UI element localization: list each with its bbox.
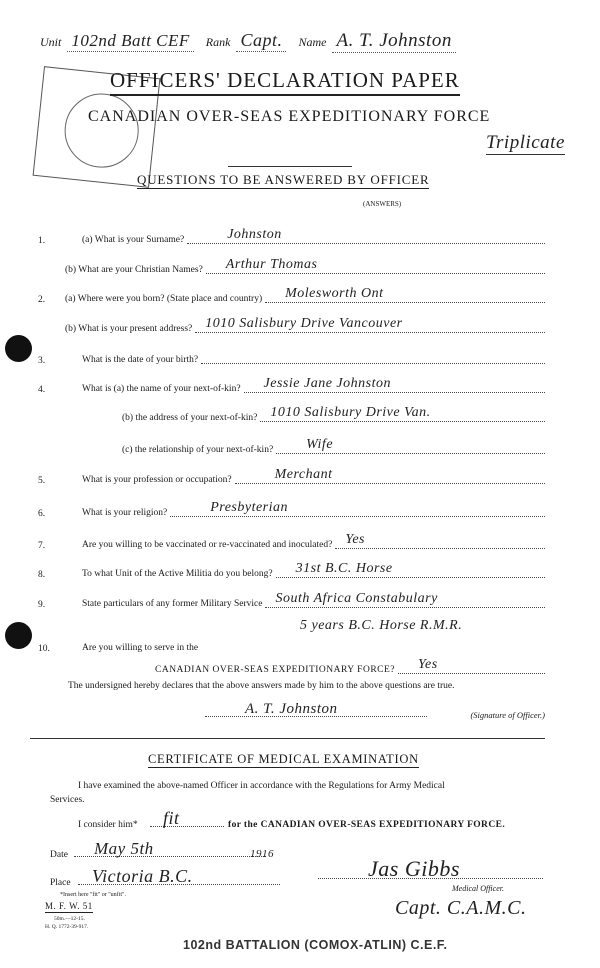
answer-value[interactable]: 1010 Salisbury Drive Van.: [270, 405, 431, 420]
question-row-continued: [0, 658, 545, 676]
form-print-ref: H. Q. 1772-39-917.: [45, 924, 89, 930]
unit-value: 102nd Batt CEF: [67, 31, 193, 52]
question-row: [0, 287, 545, 305]
answer-value[interactable]: Wife: [306, 437, 334, 452]
rank-label: Rank: [205, 35, 231, 49]
date-line: [50, 839, 290, 860]
declaration-text: The undersigned hereby declares that the above answers made by him to the above questions are true.: [68, 681, 455, 691]
dotted-leader: [201, 345, 545, 364]
medical-paragraph-end: Services.: [50, 795, 85, 805]
name-label: Name: [298, 35, 327, 49]
officer-signature-line: [205, 700, 545, 720]
question-text: (a) Where were you born? (State place and country): [65, 294, 263, 304]
question-text: Are you willing to be vaccinated or re-vaccinated and inoculated?: [82, 540, 333, 550]
answer-value[interactable]: Johnston: [227, 227, 282, 242]
question-number: 5.: [38, 476, 46, 486]
footnote: *Insert here "fit" or "unfit".: [60, 892, 126, 898]
dotted-leader: [170, 498, 545, 517]
medical-signature-rank: Capt. C.A.M.C.: [395, 897, 527, 919]
question-row-continued: [0, 616, 545, 634]
unit-label: Unit: [40, 35, 62, 49]
dotted-leader: [265, 589, 545, 608]
medical-heading: CERTIFICATE OF MEDICAL EXAMINATION: [148, 752, 419, 766]
place-line: [50, 866, 280, 888]
question-number: 4.: [38, 385, 46, 395]
answer-value[interactable]: 31st B.C. Horse: [295, 561, 393, 576]
section-divider: [30, 738, 545, 739]
answer-value[interactable]: Presbyterian: [210, 500, 289, 515]
question-row: [0, 317, 545, 335]
question-text: (b) What are your Christian Names?: [65, 265, 203, 275]
divider: [228, 166, 352, 167]
question-row: [0, 468, 545, 486]
question-text: (b) the address of your next-of-kin?: [122, 413, 258, 423]
document-subtitle: CANADIAN OVER-SEAS EXPEDITIONARY FORCE: [88, 108, 491, 125]
form-print-run: 50m.—12-15.: [54, 916, 85, 922]
dotted-leader: [260, 403, 545, 422]
dotted-leader: [235, 465, 545, 484]
question-row: [0, 406, 545, 424]
questions-heading: QUESTIONS TO BE ANSWERED BY OFFICER: [137, 172, 430, 187]
question-row: [0, 562, 545, 580]
answer-value[interactable]: Yes: [418, 657, 438, 672]
answer-value-continued[interactable]: 5 years B.C. Horse R.M.R.: [300, 618, 463, 633]
question-row: [0, 636, 545, 654]
dotted-leader: [398, 655, 545, 674]
date-value: May 5th: [94, 839, 154, 858]
document-title: OFFICERS' DECLARATION PAPER: [110, 68, 460, 96]
answer-value[interactable]: Merchant: [274, 467, 333, 482]
question-number: 7.: [38, 541, 46, 551]
question-number: 9.: [38, 600, 46, 610]
place-label: Place: [50, 878, 71, 888]
question-number: 10.: [38, 644, 50, 654]
dotted-leader: [195, 314, 545, 333]
answer-value[interactable]: Yes: [345, 532, 365, 547]
medical-signature-line: [318, 858, 543, 882]
answer-value[interactable]: 1010 Salisbury Drive Vancouver: [205, 316, 403, 331]
dotted-leader: [244, 374, 545, 393]
question-text: (c) the relationship of your next-of-kin?: [122, 445, 274, 455]
question-text: Are you willing to serve in the: [82, 643, 199, 653]
consider-value: fit: [163, 808, 180, 828]
rank-value: Capt.: [236, 30, 286, 52]
battalion-stamp: 102nd BATTALION (COMOX-ATLIN) C.E.F.: [183, 938, 448, 952]
answers-label: (ANSWERS): [363, 200, 402, 208]
date-label: Date: [50, 850, 68, 860]
answer-value[interactable]: Molesworth Ont: [285, 286, 384, 301]
form-code: M. F. W. 51: [45, 901, 93, 911]
dotted-leader: [187, 225, 545, 244]
consider-suffix: for the CANADIAN OVER-SEAS EXPEDITIONARY FORCE.: [228, 820, 506, 830]
question-text: What is (a) the name of your next-of-kin?: [82, 384, 241, 394]
dotted-leader: [206, 255, 545, 274]
question-row: [0, 501, 545, 519]
question-number: 1.: [38, 236, 46, 246]
question-row: [0, 592, 545, 610]
question-row: [0, 228, 545, 246]
place-value: Victoria B.C.: [92, 866, 193, 886]
question-row: [0, 348, 545, 366]
dotted-leader: [276, 559, 545, 578]
question-text: To what Unit of the Active Militia do you belong?: [82, 569, 273, 579]
question-row: [0, 533, 545, 551]
header-line: [40, 30, 468, 53]
dotted-leader: [335, 530, 545, 549]
copy-note: Triplicate: [486, 132, 565, 153]
officer-signature-label: (Signature of Officer.): [470, 710, 545, 720]
consider-line: [78, 808, 558, 830]
question-row: [0, 258, 545, 276]
date-year: 1916: [250, 848, 274, 860]
consider-label: I consider him*: [78, 820, 138, 830]
question-number: 2.: [38, 295, 46, 305]
dotted-leader: [265, 284, 545, 303]
answer-value[interactable]: Arthur Thomas: [225, 257, 318, 272]
dotted-leader: [276, 435, 545, 454]
medical-signature: Jas Gibbs: [368, 856, 460, 881]
question-number: 3.: [38, 356, 46, 366]
name-value: A. T. Johnston: [332, 30, 455, 53]
officer-signature: A. T. Johnston: [245, 701, 338, 717]
question-text: (b) What is your present address?: [65, 324, 193, 334]
question-number: 6.: [38, 509, 46, 519]
question-number: 8.: [38, 570, 46, 580]
question-text: What is your religion?: [82, 508, 168, 518]
answer-value[interactable]: Jessie Jane Johnston: [263, 376, 391, 391]
medical-signature-label: Medical Officer.: [452, 884, 504, 893]
question-text: What is your profession or occupation?: [82, 475, 232, 485]
question-row: [0, 438, 545, 456]
question-row: [0, 377, 545, 395]
answer-value[interactable]: South Africa Constabulary: [275, 591, 438, 606]
question-text: (a) What is your Surname?: [82, 235, 185, 245]
medical-paragraph: I have examined the above-named Officer in accordance with the Regulations for Army Medical: [78, 781, 445, 791]
question-text-continued: CANADIAN OVER-SEAS EXPEDITIONARY FORCE?: [155, 665, 396, 675]
question-text: What is the date of your birth?: [82, 355, 199, 365]
question-text: State particulars of any former Military Service: [82, 599, 263, 609]
